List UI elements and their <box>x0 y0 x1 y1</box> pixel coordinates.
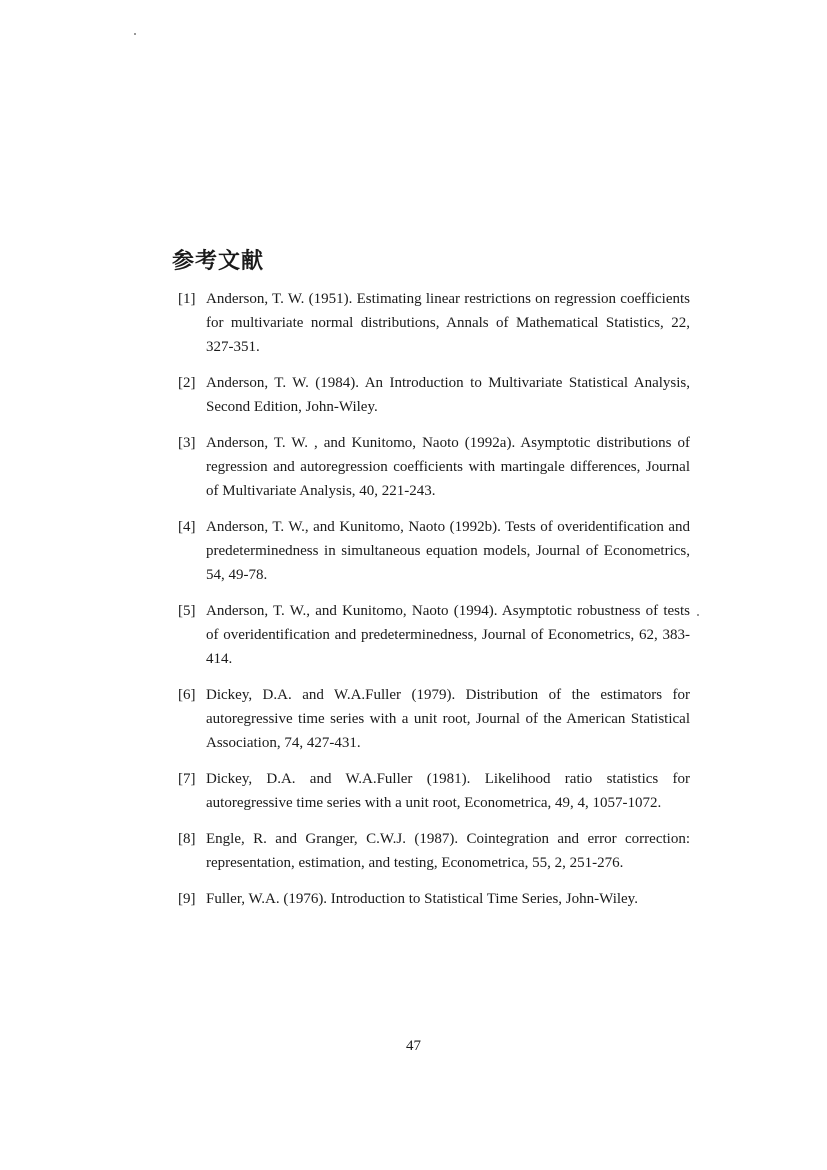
reference-label: [3] <box>178 435 196 451</box>
section-title: 参考文献 <box>172 249 265 274</box>
reference-text: Fuller, W.A. (1976). Introduction to Statistical Time Series, John-Wiley. <box>206 891 638 907</box>
scan-speck <box>134 33 136 35</box>
reference-text: Anderson, T. W. , and Kunitomo, Naoto (1992a). Asymptotic distributions of regression and autoregression coefficients with martingale differences, Journal of Multivariate Analysis, 40, 221-243. <box>206 435 690 499</box>
reference-item <box>178 683 690 755</box>
reference-item <box>178 767 690 815</box>
reference-item <box>178 371 690 419</box>
reference-item <box>178 515 690 587</box>
reference-item <box>178 599 690 671</box>
reference-text: Anderson, T. W., and Kunitomo, Naoto (1992b). Tests of overidentification and predeterminedness in simultaneous equation models, Journal of Econometrics, 54, 49-78. <box>206 519 690 583</box>
reference-list <box>178 287 690 923</box>
reference-text: Dickey, D.A. and W.A.Fuller (1981). Likelihood ratio statistics for autoregressive time series with a unit root, Econometrica, 49, 4, 1057-1072. <box>206 771 690 811</box>
reference-item <box>178 887 690 911</box>
reference-label: [9] <box>178 891 196 907</box>
reference-label: [2] <box>178 375 196 391</box>
reference-text: Anderson, T. W. (1951). Estimating linear restrictions on regression coefficients for multivariate normal distributions, Annals of Mathematical Statistics, 22, 327-351. <box>206 291 690 355</box>
reference-text: Dickey, D.A. and W.A.Fuller (1979). Distribution of the estimators for autoregressive time series with a unit root, Journal of the American Statistical Association, 74, 427-431. <box>206 687 690 751</box>
reference-text: Anderson, T. W. (1984). An Introduction to Multivariate Statistical Analysis, Second Edition, John-Wiley. <box>206 375 690 415</box>
reference-label: [4] <box>178 519 196 535</box>
page-number: 47 <box>406 1038 421 1054</box>
reference-item <box>178 431 690 503</box>
reference-item <box>178 287 690 359</box>
reference-label: [6] <box>178 687 196 703</box>
reference-item <box>178 827 690 875</box>
reference-text: Engle, R. and Granger, C.W.J. (1987). Cointegration and error correction: representation, estimation, and testing, Econometrica, 55, 2, 251-276. <box>206 831 690 871</box>
reference-label: [7] <box>178 771 196 787</box>
reference-label: [8] <box>178 831 196 847</box>
reference-text: Anderson, T. W., and Kunitomo, Naoto (1994). Asymptotic robustness of tests of overidentification and predeterminedness, Journal of Econometrics, 62, 383-414. <box>206 603 690 667</box>
reference-label: [1] <box>178 291 196 307</box>
scan-speck <box>697 614 699 616</box>
reference-label: [5] <box>178 603 196 619</box>
